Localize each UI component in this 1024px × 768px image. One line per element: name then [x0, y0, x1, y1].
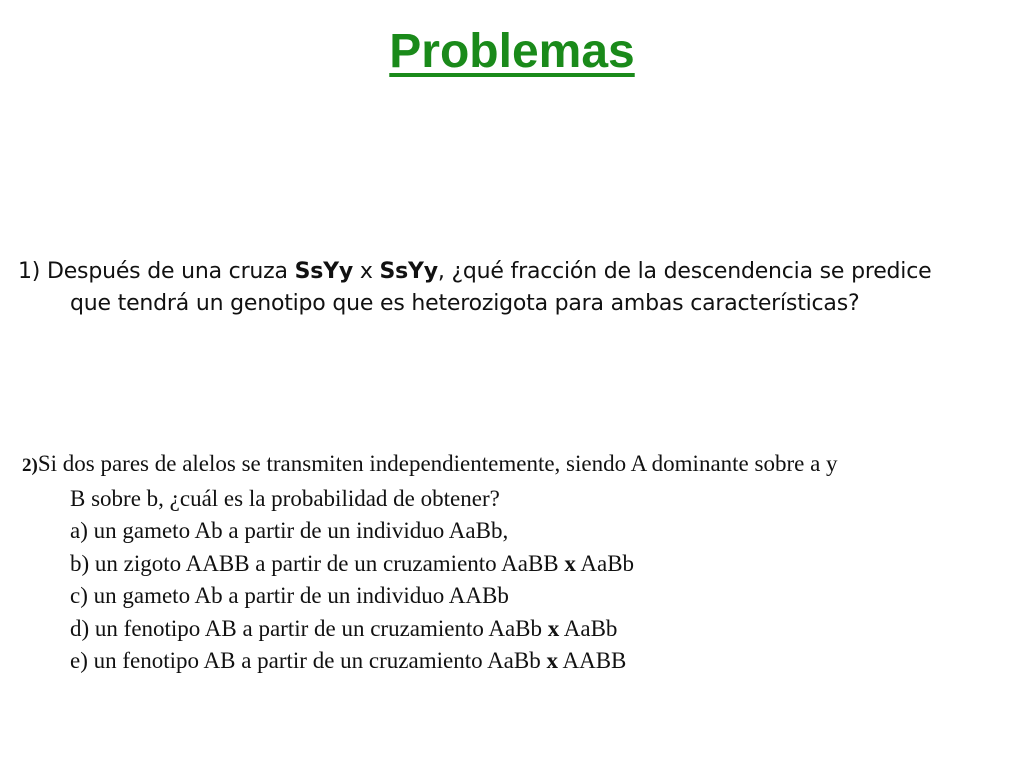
- problem-2-intro-1-text: Si dos pares de alelos se transmiten independientemente, siendo A dominante sobre a y: [37, 451, 838, 476]
- problem-2-item-d: [22, 613, 1012, 646]
- slide-title: [0, 22, 1024, 82]
- problem-2-intro-2: B sobre b, ¿cuál es la probabilidad de obtener?: [70, 485, 500, 511]
- problem-1-line-2: que tendrá un genotipo que es heterozigota para ambas características?: [70, 291, 860, 316]
- item-e-pre: e) un fenotipo AB a partir de un cruzamiento AaBb: [70, 648, 541, 673]
- problem-2: [22, 448, 1012, 678]
- problem-2-item-e: [22, 645, 1012, 678]
- problem-1-genotype-2: SsYy: [379, 259, 438, 284]
- problem-2-item-b: [22, 548, 1012, 581]
- item-b-post: AaBb: [580, 550, 635, 576]
- slide-title-text: Problemas: [389, 25, 635, 78]
- problem-1-post: , ¿qué fracción de la descendencia se predice: [437, 259, 932, 284]
- problem-2-number: 2): [22, 455, 38, 476]
- problem-1: [18, 256, 1008, 320]
- problem-1-number: 1): [18, 259, 41, 284]
- item-b-pre: b) un zigoto AABB a partir de un cruzamiento AaBB: [70, 550, 559, 576]
- problem-2-item-a: a) un gameto Ab a partir de un individuo AaBb,: [70, 518, 509, 543]
- problem-2-intro-1: [22, 448, 1012, 483]
- item-d-cross-x: x: [547, 615, 560, 641]
- problem-1-cross-x: x: [359, 259, 373, 284]
- item-d-post: AaBb: [563, 615, 618, 641]
- problem-1-genotype-1: SsYy: [294, 259, 354, 284]
- item-e-post: AABB: [562, 648, 627, 673]
- problem-2-item-c: c) un gameto Ab a partir de un individuo AABb: [70, 583, 509, 608]
- problem-1-line-1: [18, 256, 1008, 288]
- item-b-cross-x: x: [564, 550, 576, 576]
- item-e-cross-x: x: [546, 648, 558, 673]
- item-d-pre: d) un fenotipo AB a partir de un cruzamiento AaBb: [70, 615, 543, 641]
- problem-1-pre: Después de una cruza: [46, 259, 288, 284]
